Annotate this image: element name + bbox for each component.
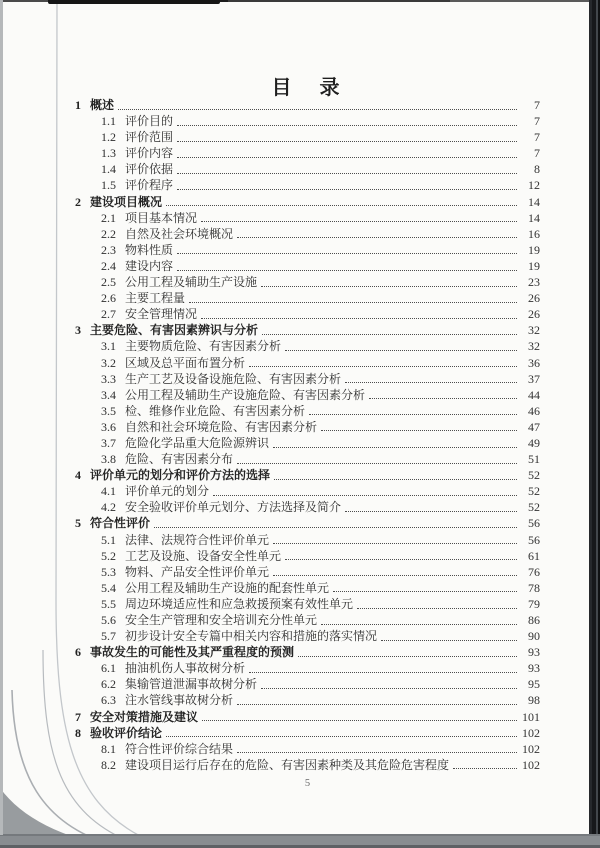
toc-entry-label: 主要危险、有害因素辨识与分析 [90, 323, 259, 338]
toc-entry-page-number: 47 [528, 419, 540, 434]
toc-entry-page-number: 8 [534, 162, 540, 177]
toc-entry-label: 建设项目概况 [90, 194, 163, 209]
toc-entry-label: 物料、产品安全性评价单元 [125, 564, 270, 579]
toc-entry-label: 符合性评价 [90, 516, 151, 531]
toc-entry-number: 3.2 [101, 355, 116, 370]
toc-entry-label: 注水管线事故树分析 [125, 693, 234, 708]
toc-dot-leader [321, 623, 517, 625]
toc-entry-label: 公用工程及辅助生产设施危险、有害因素分析 [125, 387, 366, 402]
toc-entry [75, 145, 540, 161]
toc-dot-leader [177, 172, 517, 174]
toc-entry-page-number: 102 [522, 725, 540, 740]
toc-entry-label: 评价单元的划分和评价方法的选择 [90, 468, 271, 483]
toc-entry-page-number: 26 [528, 291, 540, 306]
toc-entry-number: 1.1 [101, 114, 116, 129]
toc-entry [75, 129, 540, 145]
toc-entry-label: 主要工程量 [125, 291, 186, 306]
toc-entry [75, 419, 540, 435]
toc-entry-number: 2.2 [101, 226, 116, 241]
toc-entry-page-number: 7 [534, 130, 540, 145]
toc-dot-leader [261, 285, 517, 287]
toc-entry-label: 公用工程及辅助生产设施 [125, 275, 258, 290]
toc-dot-leader [118, 108, 517, 110]
toc-entry [75, 97, 540, 113]
toc-dot-leader [177, 188, 517, 190]
toc-entry [75, 757, 540, 773]
toc-dot-leader [237, 751, 517, 753]
toc-dot-leader [189, 301, 517, 303]
toc-entry-number: 3 [75, 323, 81, 338]
toc-entry-number: 5.5 [101, 596, 116, 611]
toc-dot-leader [345, 510, 517, 512]
toc-entry-number: 6.1 [101, 661, 116, 676]
right-edge-shadow [589, 0, 600, 835]
toc-entry-number: 1.3 [101, 146, 116, 161]
toc-entry-page-number: 16 [528, 226, 540, 241]
toc-entry-label: 公用工程及辅助生产设施的配套性单元 [125, 580, 330, 595]
toc-entry [75, 210, 540, 226]
toc-entry-page-number: 7 [534, 146, 540, 161]
toc-entry [75, 177, 540, 193]
toc-entry-label: 自然和社会环境危险、有害因素分析 [125, 419, 318, 434]
toc-entry-number: 2.1 [101, 210, 116, 225]
toc-dot-leader [453, 767, 517, 769]
toc-entry-page-number: 37 [528, 371, 540, 386]
toc-entry [75, 355, 540, 371]
toc-entry-page-number: 19 [528, 242, 540, 257]
toc-entry-label: 建设内容 [125, 258, 174, 273]
toc-dot-leader [274, 478, 517, 480]
toc-dot-leader [285, 558, 517, 560]
toc-entry [75, 226, 540, 242]
toc-entry-label: 法律、法规符合性评价单元 [125, 532, 270, 547]
toc-entry-label: 生产工艺及设备设施危险、有害因素分析 [125, 371, 342, 386]
toc-entry-page-number: 101 [522, 709, 540, 724]
toc-entry [75, 499, 540, 515]
toc-dot-leader [345, 381, 517, 383]
toc-entry-page-number: 76 [528, 564, 540, 579]
toc-dot-leader [177, 252, 517, 254]
toc-entry-number: 3.1 [101, 339, 116, 354]
toc-entry [75, 580, 540, 596]
toc-entry-number: 6 [75, 645, 81, 660]
page-title: 目 录 [271, 77, 344, 99]
toc-entry-page-number: 93 [528, 645, 540, 660]
toc-dot-leader [333, 590, 517, 592]
toc-entry-page-number: 56 [528, 516, 540, 531]
toc-dot-leader [369, 397, 517, 399]
toc-entry [75, 515, 540, 531]
toc-entry-page-number: 61 [528, 548, 540, 563]
toc-entry-page-number: 7 [534, 114, 540, 129]
toc-entry-number: 3.8 [101, 452, 116, 467]
toc-dot-leader [273, 446, 517, 448]
toc-entry-number: 3.6 [101, 419, 116, 434]
toc-entry-number: 4.1 [101, 484, 116, 499]
toc-entry [75, 290, 540, 306]
toc-entry [75, 194, 540, 210]
toc-entry-label: 安全管理情况 [125, 307, 198, 322]
toc-entry-number: 2.6 [101, 291, 116, 306]
bottom-edge-shadow [0, 834, 600, 848]
toc-entry-page-number: 49 [528, 435, 540, 450]
toc-entry-label: 集输管道泄漏事故树分析 [125, 677, 258, 692]
toc-entry-page-number: 36 [528, 355, 540, 370]
toc-entry-label: 自然及社会环境概况 [125, 226, 234, 241]
toc-entry-number: 1.5 [101, 178, 116, 193]
toc-entry-page-number: 26 [528, 307, 540, 322]
toc-dot-leader [201, 317, 517, 319]
toc-entry [75, 435, 540, 451]
toc-dot-leader [177, 124, 517, 126]
toc-entry-page-number: 7 [534, 98, 540, 112]
toc-entry-number: 8 [75, 725, 81, 740]
toc-dot-leader [309, 413, 517, 415]
toc-entry-page-number: 51 [528, 452, 540, 467]
toc-dot-leader [177, 269, 517, 271]
toc-entry [75, 451, 540, 467]
toc-entry-number: 4.2 [101, 500, 116, 515]
toc-entry-label: 安全生产管理和安全培训充分性单元 [125, 613, 318, 627]
toc-entry-number: 2.5 [101, 275, 116, 290]
toc-dot-leader [237, 462, 517, 464]
toc-entry-page-number: 14 [528, 194, 540, 209]
toc-entry [75, 306, 540, 322]
toc-entry-number: 5.6 [101, 613, 116, 627]
toc-entry [75, 258, 540, 274]
toc-entry [75, 322, 540, 338]
toc-dot-leader [273, 542, 517, 544]
toc-entry-label: 概述 [90, 98, 115, 112]
toc-entry-number: 5 [75, 516, 81, 531]
toc-entry-page-number: 78 [528, 580, 540, 595]
toc-entry-label: 建设项目运行后存在的危险、有害因素种类及其危险危害程度 [125, 757, 450, 772]
toc-dot-leader [154, 526, 517, 528]
toc-entry-label: 验收评价结论 [90, 725, 163, 740]
toc-entry-page-number: 98 [528, 693, 540, 708]
toc-entry [75, 403, 540, 419]
toc-entry-label: 危险化学品重大危险源辨识 [125, 435, 270, 450]
toc-entry-label: 安全对策措施及建议 [90, 709, 199, 724]
toc-dot-leader [177, 140, 517, 142]
toc-entry-label: 主要物质危险、有害因素分析 [125, 339, 282, 354]
toc-entry-page-number: 79 [528, 596, 540, 611]
toc-entry-page-number: 86 [528, 613, 540, 627]
toc-entry-number: 2.3 [101, 242, 116, 257]
toc-entry-number: 8.1 [101, 741, 116, 756]
toc-entry-number: 4 [75, 468, 81, 483]
toc-entry-number: 5.4 [101, 580, 116, 595]
toc-entry-number: 5.1 [101, 532, 116, 547]
toc-entry [75, 644, 540, 660]
toc-dot-leader [202, 719, 517, 721]
toc-entry [75, 564, 540, 580]
toc-entry-label: 安全验收评价单元划分、方法选择及简介 [125, 500, 342, 515]
toc-entry-page-number: 52 [528, 484, 540, 499]
toc-entry-label: 初步设计安全专篇中相关内容和措施的落实情况 [125, 629, 378, 644]
toc-entry-label: 评价依据 [125, 162, 174, 177]
toc-dot-leader [237, 236, 517, 238]
toc-entry-label: 抽油机伤人事故树分析 [125, 661, 246, 676]
toc-entry [75, 725, 540, 741]
toc-entry-label: 事故发生的可能性及其严重程度的预测 [90, 645, 295, 660]
footer-page-number: 5 [304, 778, 311, 789]
toc-entry [75, 387, 540, 403]
toc-entry [75, 676, 540, 692]
toc-dot-leader [261, 687, 517, 689]
toc-entry [75, 242, 540, 258]
toc-entry-number: 5.7 [101, 629, 116, 644]
toc-entry-label: 区域及总平面布置分析 [125, 355, 246, 370]
toc-entry-number: 3.5 [101, 403, 116, 418]
toc-entry-label: 评价内容 [125, 146, 174, 161]
toc-entry-page-number: 32 [528, 323, 540, 338]
toc-entry-page-number: 32 [528, 339, 540, 354]
toc-entry-number: 1.4 [101, 162, 116, 177]
toc-entry [75, 709, 540, 725]
toc-entry-number: 3.4 [101, 387, 116, 402]
toc-dot-leader [285, 349, 517, 351]
toc-entry [75, 483, 540, 499]
toc-dot-leader [213, 494, 517, 496]
toc-entry-label: 评价单元的划分 [125, 484, 210, 499]
toc-entry-number: 5.2 [101, 548, 116, 563]
toc-entry-number: 8.2 [101, 757, 116, 772]
toc-entry [75, 161, 540, 177]
toc-dot-leader [201, 220, 517, 222]
toc-entry-page-number: 19 [528, 258, 540, 273]
toc-entry [75, 338, 540, 354]
toc-entry [75, 628, 540, 644]
toc-entry-page-number: 44 [528, 387, 540, 402]
toc-entry-page-number: 52 [528, 500, 540, 515]
toc-dot-leader [262, 333, 517, 335]
toc-dot-leader [249, 671, 517, 673]
toc-entry [75, 660, 540, 676]
toc-entry-page-number: 95 [528, 677, 540, 692]
toc-dot-leader [166, 204, 517, 206]
toc-entry-number: 2.7 [101, 307, 116, 322]
toc-entry-label: 评价目的 [125, 114, 174, 129]
toc-dot-leader [177, 156, 517, 158]
toc-entry-page-number: 102 [522, 741, 540, 756]
toc-entry [75, 371, 540, 387]
toc-entry-page-number: 46 [528, 403, 540, 418]
toc-entry-label: 物料性质 [125, 242, 174, 257]
toc-entry [75, 274, 540, 290]
toc-entry-label: 评价程序 [125, 178, 174, 193]
toc-dot-leader [249, 365, 517, 367]
toc-entry-number: 3.3 [101, 371, 116, 386]
table-of-contents [75, 97, 540, 773]
toc-entry-number: 7 [75, 709, 81, 724]
toc-entry-number: 1 [75, 98, 81, 112]
toc-entry [75, 692, 540, 708]
left-edge-shadow [0, 0, 3, 835]
toc-entry [75, 532, 540, 548]
toc-entry-label: 周边环境适应性和应急救援预案有效性单元 [125, 596, 354, 611]
toc-entry-label: 检、维修作业危险、有害因素分析 [125, 403, 306, 418]
toc-entry [75, 612, 540, 628]
toc-dot-leader [273, 574, 517, 576]
toc-entry-page-number: 102 [522, 757, 540, 772]
toc-entry-label: 评价范围 [125, 130, 174, 145]
toc-entry-number: 6.3 [101, 693, 116, 708]
toc-entry [75, 741, 540, 757]
toc-entry-page-number: 93 [528, 661, 540, 676]
toc-entry-number: 2 [75, 194, 81, 209]
toc-entry [75, 467, 540, 483]
toc-entry-label: 危险、有害因素分布 [125, 452, 234, 467]
toc-entry-page-number: 14 [528, 210, 540, 225]
toc-entry-label: 项目基本情况 [125, 210, 198, 225]
toc-entry-page-number: 23 [528, 275, 540, 290]
toc-dot-leader [298, 655, 517, 657]
toc-entry-page-number: 56 [528, 532, 540, 547]
top-edge-shadow-dark-segment [48, 0, 220, 4]
toc-dot-leader [381, 639, 517, 641]
toc-dot-leader [237, 703, 517, 705]
toc-entry [75, 548, 540, 564]
toc-entry-label: 工艺及设施、设备安全性单元 [125, 548, 282, 563]
toc-entry-number: 5.3 [101, 564, 116, 579]
toc-entry-number: 6.2 [101, 677, 116, 692]
toc-entry-label: 符合性评价综合结果 [125, 741, 234, 756]
toc-entry-page-number: 52 [528, 468, 540, 483]
toc-dot-leader [357, 607, 517, 609]
toc-entry-page-number: 90 [528, 629, 540, 644]
toc-entry-number: 2.4 [101, 258, 116, 273]
toc-entry-number: 3.7 [101, 435, 116, 450]
toc-dot-leader [321, 429, 517, 431]
toc-entry-number: 1.2 [101, 130, 116, 145]
toc-dot-leader [166, 735, 517, 737]
toc-entry [75, 596, 540, 612]
toc-entry-page-number: 12 [528, 178, 540, 193]
toc-entry [75, 113, 540, 129]
